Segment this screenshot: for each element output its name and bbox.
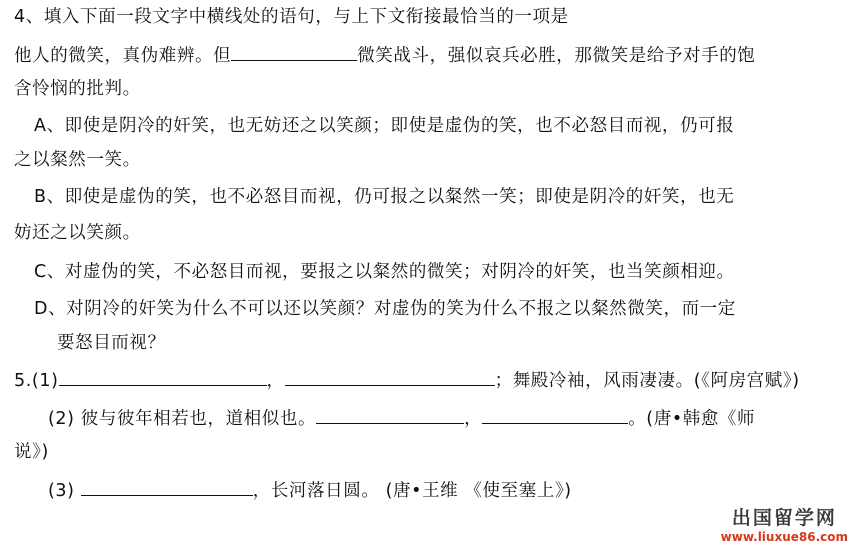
option-a-line1 <box>34 113 734 139</box>
option-d-line1 <box>34 296 736 322</box>
item3-label: (3) <box>48 481 75 501</box>
option-a-text: A、即使是阴冷的奸笑，也无妨还之以笑颜；即使是虚伪的笑，也不必怒目而视，仍可报 <box>34 116 735 136</box>
item2-comma: ， <box>464 409 483 429</box>
question-5-item-2 <box>48 405 755 432</box>
watermark <box>721 506 848 544</box>
item2-text: 彼与彼年相若也，道相似也。 <box>80 409 317 429</box>
item3-blank <box>81 477 253 496</box>
option-a-line2 <box>14 147 141 173</box>
option-c-text: C、对虚伪的笑，不必怒目而视，要报之以粲然的微笑；对阴冷的奸笑，也当笑颜相迎。 <box>34 262 735 282</box>
option-a-text-cont: 之以粲然一笑。 <box>14 150 141 170</box>
passage-after-text: 微笑战斗，强似哀兵必胜，那微笑是给予对手的饱 <box>357 46 756 66</box>
item2-tail: 。(唐•韩愈《师 <box>628 409 756 429</box>
item2-line2: 说》) <box>14 442 49 462</box>
option-b-line2 <box>14 220 141 246</box>
watermark-title: 出国留学网 <box>731 507 837 529</box>
passage-blank <box>231 42 357 61</box>
option-b-line1 <box>34 184 734 210</box>
item3-tail: ，长河落日圆。 (唐•王维 《使至塞上》) <box>252 481 572 501</box>
question-4-passage-line2 <box>14 76 141 102</box>
passage-before-text: 他人的微笑，真伪难辨。但 <box>14 46 232 66</box>
item1-tail: ；舞殿冷袖，风雨凄凄。(《阿房宫赋》) <box>494 371 800 391</box>
option-c <box>34 259 735 285</box>
q4-stem-text: 4、填入下面一段文字中横线处的语句，与上下文衔接最恰当的一项是 <box>14 7 569 27</box>
question-4-stem <box>14 4 569 30</box>
question-5-item-1 <box>14 367 800 394</box>
item2-blank-1 <box>316 405 464 424</box>
question-4-passage <box>14 42 755 69</box>
item2-blank-2 <box>482 405 628 424</box>
question-5-item-3 <box>48 477 572 504</box>
watermark-url: www.liuxue86.com <box>720 530 848 544</box>
item2-label: (2) <box>48 409 75 429</box>
option-d-text: D、对阴冷的奸笑为什么不可以还以笑颜？对虚伪的笑为什么不报之以粲然微笑，而一定 <box>34 299 736 319</box>
option-b-text: B、即使是虚伪的笑，也不必怒目而视，仍可报之以粲然一笑；即使是阴冷的奸笑，也无 <box>34 187 735 207</box>
item1-label: (1) <box>31 371 59 391</box>
passage-line2-text: 含怜悯的批判。 <box>14 79 141 99</box>
option-b-text-cont: 妨还之以笑颜。 <box>14 223 141 243</box>
item1-blank-1 <box>59 367 267 386</box>
option-d-text-cont: 要怒目而视？ <box>57 333 166 353</box>
question-5-item-2-line2 <box>14 439 49 465</box>
option-d-line2 <box>57 330 166 356</box>
item1-blank-2 <box>285 367 495 386</box>
q5-number: 5. <box>14 371 32 391</box>
item1-comma: ， <box>266 371 285 391</box>
